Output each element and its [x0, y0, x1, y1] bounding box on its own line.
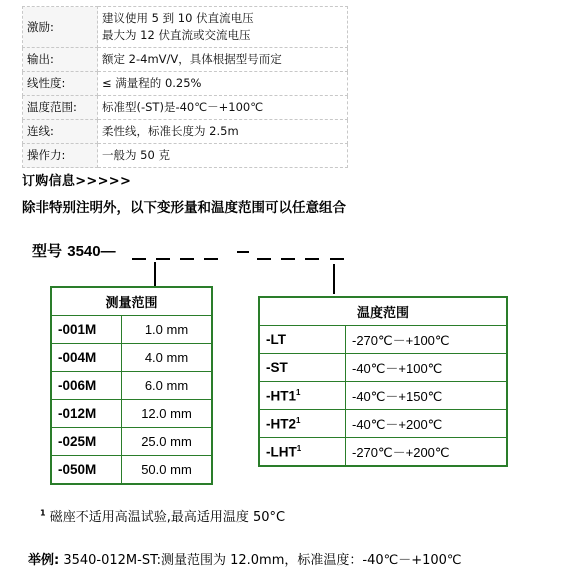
temp-code [259, 438, 346, 467]
range-blank [132, 258, 146, 260]
model-label [32, 240, 116, 261]
range-blank [180, 258, 194, 260]
range-value: 12.0 mm [122, 400, 213, 428]
temp-code-text: -LT [266, 332, 286, 347]
temp-value: -40℃－+100℃ [346, 354, 508, 382]
spec-row [23, 120, 348, 144]
temp-code [259, 410, 346, 438]
spec-value [98, 120, 348, 144]
temp-value: -40℃－+200℃ [346, 410, 508, 438]
example-label: 举例: [28, 553, 60, 568]
spec-key: 输出: [23, 48, 98, 72]
spec-value-line: 额定 2-4mV/V，具体根据型号而定 [102, 52, 282, 66]
spec-value [98, 96, 348, 120]
spec-value-line: 柔性线，标准长度为 2.5m [102, 124, 239, 138]
temp-value: -40℃－+150℃ [346, 382, 508, 410]
range-code: -012M [51, 400, 122, 428]
temp-code-footnote-mark: 1 [296, 415, 301, 425]
spec-table [22, 6, 348, 168]
spec-value [98, 48, 348, 72]
temp-code-text: -ST [266, 360, 288, 375]
temp-row [259, 326, 507, 354]
range-value: 25.0 mm [122, 428, 213, 456]
range-code: -004M [51, 344, 122, 372]
spec-key: 连线: [23, 120, 98, 144]
temp-value: -270℃－+100℃ [346, 326, 508, 354]
range-row [51, 428, 212, 456]
range-blank [156, 258, 170, 260]
range-value: 4.0 mm [122, 344, 213, 372]
spec-value-line: 标准型(-ST)是-40℃－+100℃ [102, 100, 264, 114]
spec-key: 温度范围: [23, 96, 98, 120]
range-value: 50.0 mm [122, 456, 213, 485]
model-label-text: 型号 [32, 242, 63, 260]
temp-row [259, 354, 507, 382]
combine-note: 除非特别注明外，以下变形量和温度范围可以任意组合 [22, 200, 346, 216]
temp-code-text: -LHT [266, 444, 297, 460]
temp-value: -270℃－+200℃ [346, 438, 508, 467]
temp-code [259, 382, 346, 410]
range-code: -025M [51, 428, 122, 456]
spec-value-line: 建议使用 5 到 10 伏直流电压 [102, 11, 254, 25]
temp-connector [333, 264, 335, 294]
example-text: 3540-012M-ST:测量范围为 12.0mm，标准温度：-40℃－+100℃ [59, 553, 462, 568]
separator-dash [237, 251, 249, 253]
footnote-mark: 1 [40, 508, 46, 518]
temp-code-footnote-mark: 1 [296, 443, 302, 453]
temp-row [259, 382, 507, 410]
spec-row [23, 48, 348, 72]
range-code: -006M [51, 372, 122, 400]
range-row [51, 316, 212, 344]
temp-table [258, 296, 508, 467]
range-blank [204, 258, 218, 260]
temp-code-text: -HT2 [266, 416, 296, 432]
temp-code-text: -HT1 [266, 388, 296, 404]
temp-blank [305, 258, 319, 260]
range-connector [154, 262, 156, 286]
model-number: 3540— [67, 243, 116, 260]
temp-table-header: 温度范围 [259, 297, 507, 326]
temp-blank [330, 258, 344, 260]
range-code: -001M [51, 316, 122, 344]
temp-row [259, 438, 507, 467]
range-row [51, 456, 212, 485]
temp-code-footnote-mark: 1 [296, 387, 301, 397]
spec-value-line: ≤ 满量程的 0.25% [102, 76, 202, 90]
spec-key: 激励: [23, 7, 98, 48]
footnote-text: 磁座不适用高温试验,最高适用温度 50°C [49, 510, 286, 525]
spec-row [23, 7, 348, 48]
spec-row [23, 72, 348, 96]
range-row [51, 372, 212, 400]
temp-blank [257, 258, 271, 260]
range-row [51, 344, 212, 372]
spec-row [23, 96, 348, 120]
range-value: 6.0 mm [122, 372, 213, 400]
spec-key: 操作力: [23, 144, 98, 168]
footnote [40, 506, 285, 525]
spec-value-line: 最大为 12 伏直流或交流电压 [102, 28, 251, 42]
temp-code [259, 326, 346, 354]
spec-value [98, 72, 348, 96]
range-code: -050M [51, 456, 122, 485]
temp-row [259, 410, 507, 438]
temp-blank [281, 258, 295, 260]
spec-value [98, 7, 348, 48]
spec-row [23, 144, 348, 168]
range-row [51, 400, 212, 428]
spec-value-line: 一般为 50 克 [102, 148, 170, 162]
order-info-heading: 订购信息>>>>> [22, 174, 132, 189]
spec-key: 线性度: [23, 72, 98, 96]
range-table [50, 286, 213, 485]
example-line [28, 549, 462, 568]
temp-code [259, 354, 346, 382]
range-table-header: 测量范围 [51, 287, 212, 316]
spec-value [98, 144, 348, 168]
range-value: 1.0 mm [122, 316, 213, 344]
